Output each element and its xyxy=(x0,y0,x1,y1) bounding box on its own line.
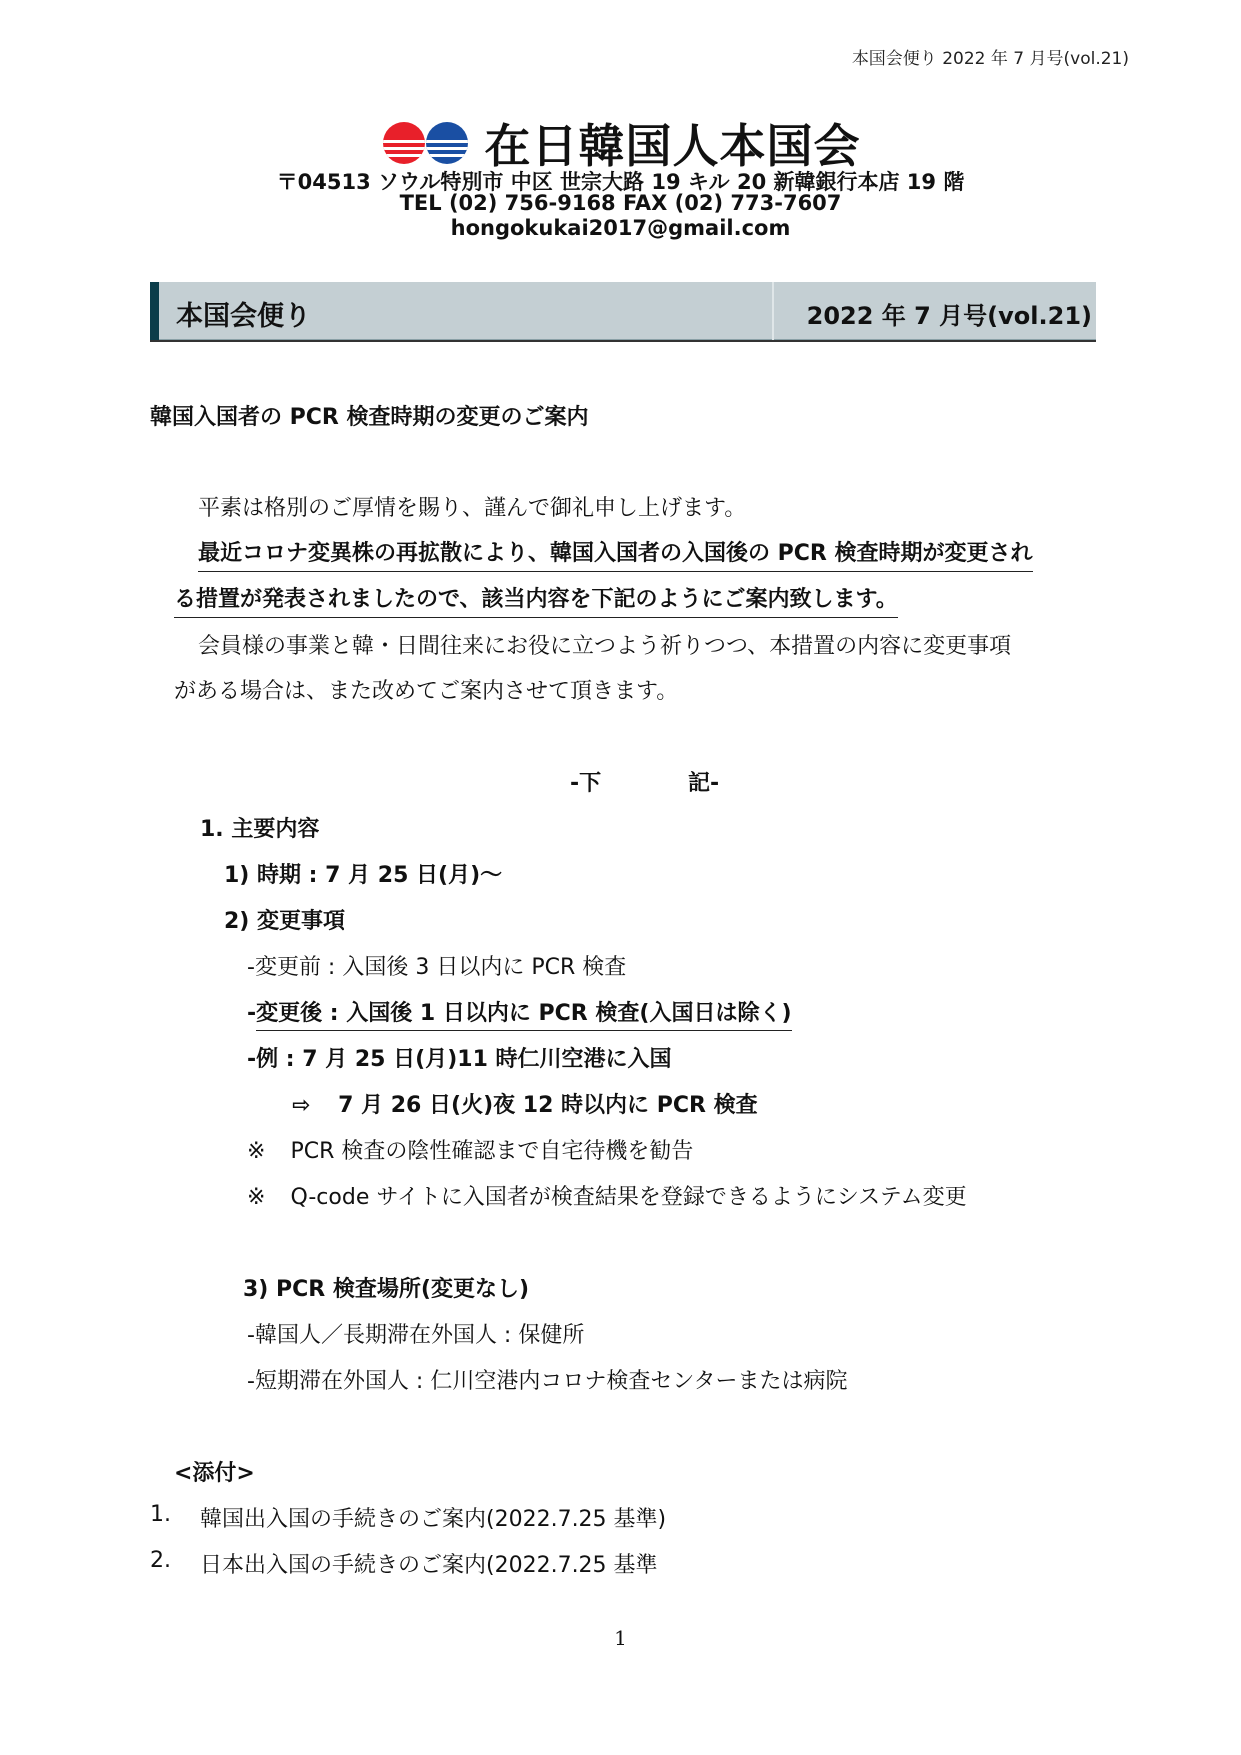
note-1: PCR 検査の陰性確認まで自宅待機を勧告 xyxy=(290,1139,694,1164)
attachments-title: <添付> xyxy=(174,1461,255,1486)
location-1: -韓国人／長期滞在外国人 : 保健所 xyxy=(247,1323,585,1348)
banner-title: 本国会便り xyxy=(176,301,311,332)
org-phone-fax: TEL (02) 756-9168 FAX (02) 773-7607 xyxy=(399,191,842,215)
location-2: -短期滞在外国人 : 仁川空港内コロナ検査センターまたは病院 xyxy=(247,1369,848,1394)
note-title-left: -下 xyxy=(570,771,602,796)
closing-line-2: がある場合は、また改めてご案内させて頂きます。 xyxy=(174,679,679,704)
document-subject: 韓国入国者の PCR 検査時期の変更のご案内 xyxy=(150,405,589,430)
header-note: 本国会便り 2022 年 7 月号(vol.21) xyxy=(851,49,1129,69)
org-name: 在日韓国人本国会 xyxy=(484,119,861,173)
section-main-content: 1. 主要内容 xyxy=(200,817,320,842)
newsletter-banner xyxy=(150,282,1096,342)
change-before: -変更前 : 入国後 3 日以内に PCR 検査 xyxy=(247,955,627,980)
closing-line-1: 会員様の事業と韓・日間往来にお役に立つよう祈りつつ、本措置の内容に変更事項 xyxy=(198,634,1012,659)
note-title-right: 記- xyxy=(688,771,720,796)
example-line: -例 : 7 月 25 日(月)11 時仁川空港に入国 xyxy=(247,1047,672,1072)
attachment-number: 1. xyxy=(150,1502,171,1527)
note-row-2 xyxy=(247,1180,967,1211)
attachment-text: 韓国出入国の手続きのご案内(2022.7.25 基準) xyxy=(200,1507,667,1532)
example-result-row xyxy=(292,1088,758,1119)
page-number: 1 xyxy=(614,1626,627,1650)
greeting-paragraph: 平素は格別のご厚情を賜り、謹んで御礼申し上げます。 xyxy=(198,496,747,521)
announcement-line-2: る措置が発表されましたので、該当内容を下記のようにご案内致します。 xyxy=(174,582,898,618)
note-2: Q-code サイトに入国者が検査結果を登録できるようにシステム変更 xyxy=(290,1185,967,1210)
attachment-item[interactable] xyxy=(150,1502,667,1532)
banner-divider xyxy=(772,282,774,340)
item-test-locations: 3) PCR 検査場所(変更なし) xyxy=(243,1277,530,1302)
banner-accent-bar xyxy=(150,282,159,340)
note-row-1 xyxy=(247,1134,693,1165)
org-address: 〒04513 ソウル特別市 中区 世宗大路 19 キル 20 新韓銀行本店 19 階 xyxy=(276,170,965,194)
announcement-line-1: 最近コロナ変異株の再拡散により、韓国入国者の入国後の PCR 検査時期が変更され xyxy=(198,536,1033,572)
note-mark-icon: ※ xyxy=(247,1185,266,1210)
org-email[interactable]: hongokukai2017@gmail.com xyxy=(450,216,791,240)
attachment-number: 2. xyxy=(150,1548,171,1573)
banner-date: 2022 年 7 月号(vol.21) xyxy=(806,302,1092,330)
org-emblem-icon xyxy=(381,120,477,166)
note-mark-icon: ※ xyxy=(247,1139,266,1164)
item-changes: 2) 変更事項 xyxy=(224,909,346,934)
attachment-item[interactable] xyxy=(150,1548,658,1578)
arrow-icon: ⇨ xyxy=(292,1093,311,1118)
change-after-prefix: - xyxy=(247,1001,257,1026)
change-after: 変更後 : 入国後 1 日以内に PCR 検査(入国日は除く) xyxy=(256,1001,791,1031)
item-period: 1) 時期 : 7 月 25 日(月)～ xyxy=(224,863,503,888)
change-after-row xyxy=(247,996,792,1027)
example-result: 7 月 26 日(火)夜 12 時以内に PCR 検査 xyxy=(338,1093,758,1118)
attachment-text: 日本出入国の手続きのご案内(2022.7.25 基準 xyxy=(200,1553,658,1578)
